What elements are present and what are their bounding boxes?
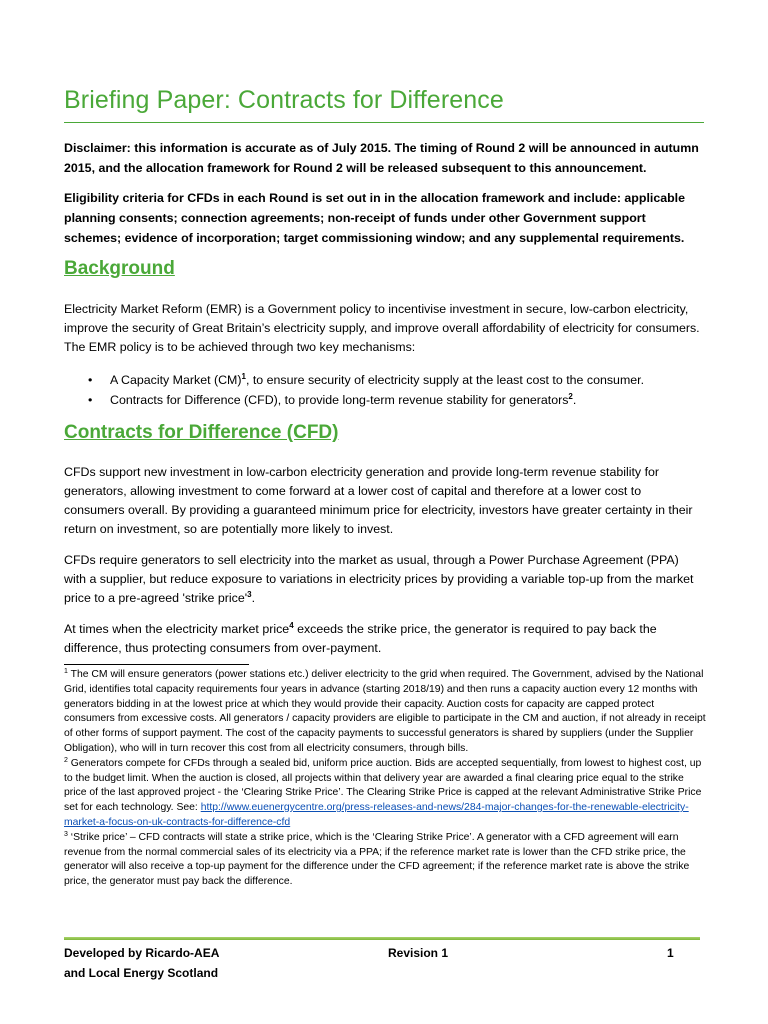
- footer-page-number: 1: [667, 946, 674, 960]
- footnote-3: [64, 831, 706, 890]
- footnote-text: Generators compete for CFDs through a sealed bid, uniform price auction. Bids are accepted sequentially, from lowest to highest cost, up to the budget limit. When the auction is closed, all projects within that delivery year are awarded a final clearing price equal to the strike price of the last approved project - the ‘Clearing Strike Price’. The Clearing Strike Price is capped at the relevant Administrative Strike Price set for each technology. See:: [64, 757, 702, 814]
- footnote-1: [64, 668, 706, 757]
- cfd-paragraph-3: [64, 620, 704, 658]
- paragraph-text: CFDs require generators to sell electricity into the market as usual, through a Power Purchase Agreement (PPA) with a supplier, but reduce exposure to variations in electricity prices by providing a variable top-up from the market price to a pre-agreed 'strike price': [64, 553, 694, 605]
- footnote-text: The CM will ensure generators (power stations etc.) deliver electricity to the grid when required. The Government, advised by the National Grid, identifies total capacity requirements four years in advance (starting 2018/19) and then runs a capacity auction every 12 months with generators bidding in at the lowest price at which they would provide their capacity. Auction costs for capacity are capped protect consumers from excessive costs. All generators / capacity providers are eligible to participate in the CM and auction, if not already in receipt of other forms of support payment. The cost of the capacity payments to successful generators is shared by suppliers (under the Supplier Obligation), who will in turn recover this cost from all electricity consumers, through bills.: [64, 669, 706, 754]
- bullet-text: , to ensure security of electricity supply at the least cost to the consumer.: [245, 373, 645, 387]
- footer-developer: [64, 943, 219, 983]
- footer-developer-line-2: and Local Energy Scotland: [64, 966, 219, 980]
- bullet-item-capacity-market: [64, 370, 704, 390]
- document-title: Briefing Paper: Contracts for Difference: [64, 86, 504, 114]
- footnote-ref-2[interactable]: 2: [568, 392, 573, 401]
- bullet-icon: •: [88, 393, 93, 407]
- mechanism-bullet-list: [64, 370, 704, 410]
- footnote-2: [64, 757, 706, 831]
- paragraph-text: exceeds the strike price, the generator is required to pay back the difference, thus protecting consumers from over-payment.: [64, 622, 657, 655]
- footnote-ref-4[interactable]: 4: [289, 621, 294, 630]
- footnote-ref-3[interactable]: 3: [247, 590, 252, 599]
- background-heading: Background: [64, 258, 175, 279]
- bullet-item-cfd: [64, 390, 704, 410]
- bullet-text: A Capacity Market (CM): [110, 373, 242, 387]
- paragraph-text: .: [251, 591, 256, 605]
- title-divider: [64, 122, 704, 123]
- footer-revision: Revision 1: [388, 946, 449, 960]
- disclaimer-paragraph: Disclaimer: this information is accurate as of July 2015. The timing of Round 2 will be announced in autumn 2015, and the allocation framework for Round 2 will be released subsequent to this announcement.: [64, 141, 699, 175]
- cfd-paragraph-2: [64, 551, 704, 608]
- background-intro-paragraph: Electricity Market Reform (EMR) is a Government policy to incentivise investment in secure, low-carbon electricity, improve the security of Great Britain’s electricity supply, and improve overall affordability of electricity for consumers. The EMR policy is to be achieved through two key mechanisms:: [64, 302, 700, 354]
- footnote-link[interactable]: http://www.euenergycentre.org/press-releases-and-news/284-major-changes-for-the-renewable-electricity-market-a-focus-on-uk-contracts-for-difference-cfd: [64, 802, 689, 828]
- footnotes-section: [64, 668, 706, 890]
- bullet-text: .: [572, 393, 577, 407]
- eligibility-paragraph: Eligibility criteria for CFDs in each Round is set out in in the allocation framework and include: applicable planning consents; connection agreements; non-receipt of funds under other Government support schemes; evidence of incorporation; target commissioning window; and any supplemental requirements.: [64, 191, 686, 245]
- paragraph-text: At times when the electricity market price: [64, 622, 290, 636]
- footnote-separator: [64, 664, 249, 665]
- bullet-icon: •: [88, 373, 93, 387]
- footnote-number: 2: [64, 756, 68, 764]
- footer-divider: [64, 937, 700, 940]
- cfd-paragraph-1: CFDs support new investment in low-carbon electricity generation and provide long-term revenue stability for generators, allowing investment to come forward at a lower cost of capital and therefore at a lower cost to consumers overall. By providing a guaranteed minimum price for electricity, investors have greater certainty in their return on investment, so are potentially more likely to invest.: [64, 465, 693, 536]
- footnote-text: ‘Strike price’ – CFD contracts will state a strike price, which is the ‘Clearing Strike Price’. A generator with a CFD agreement will earn revenue from the normal commercial sales of its electricity via a PPA; if the reference market rate is lower than the CFD strike price, the generator will also receive a top-up payment for the difference under the CFD agreement; if the reference market rate is above the strike price, the generator must pay back the difference.: [64, 831, 690, 888]
- footer-developer-line-1: Developed by Ricardo-AEA: [64, 946, 220, 960]
- footnote-number: 1: [64, 668, 68, 675]
- footnote-ref-1[interactable]: 1: [241, 372, 246, 381]
- footnote-number: 3: [64, 830, 68, 838]
- bullet-text: Contracts for Difference (CFD), to provide long-term revenue stability for generators: [110, 393, 569, 407]
- cfd-heading: Contracts for Difference (CFD): [64, 422, 339, 443]
